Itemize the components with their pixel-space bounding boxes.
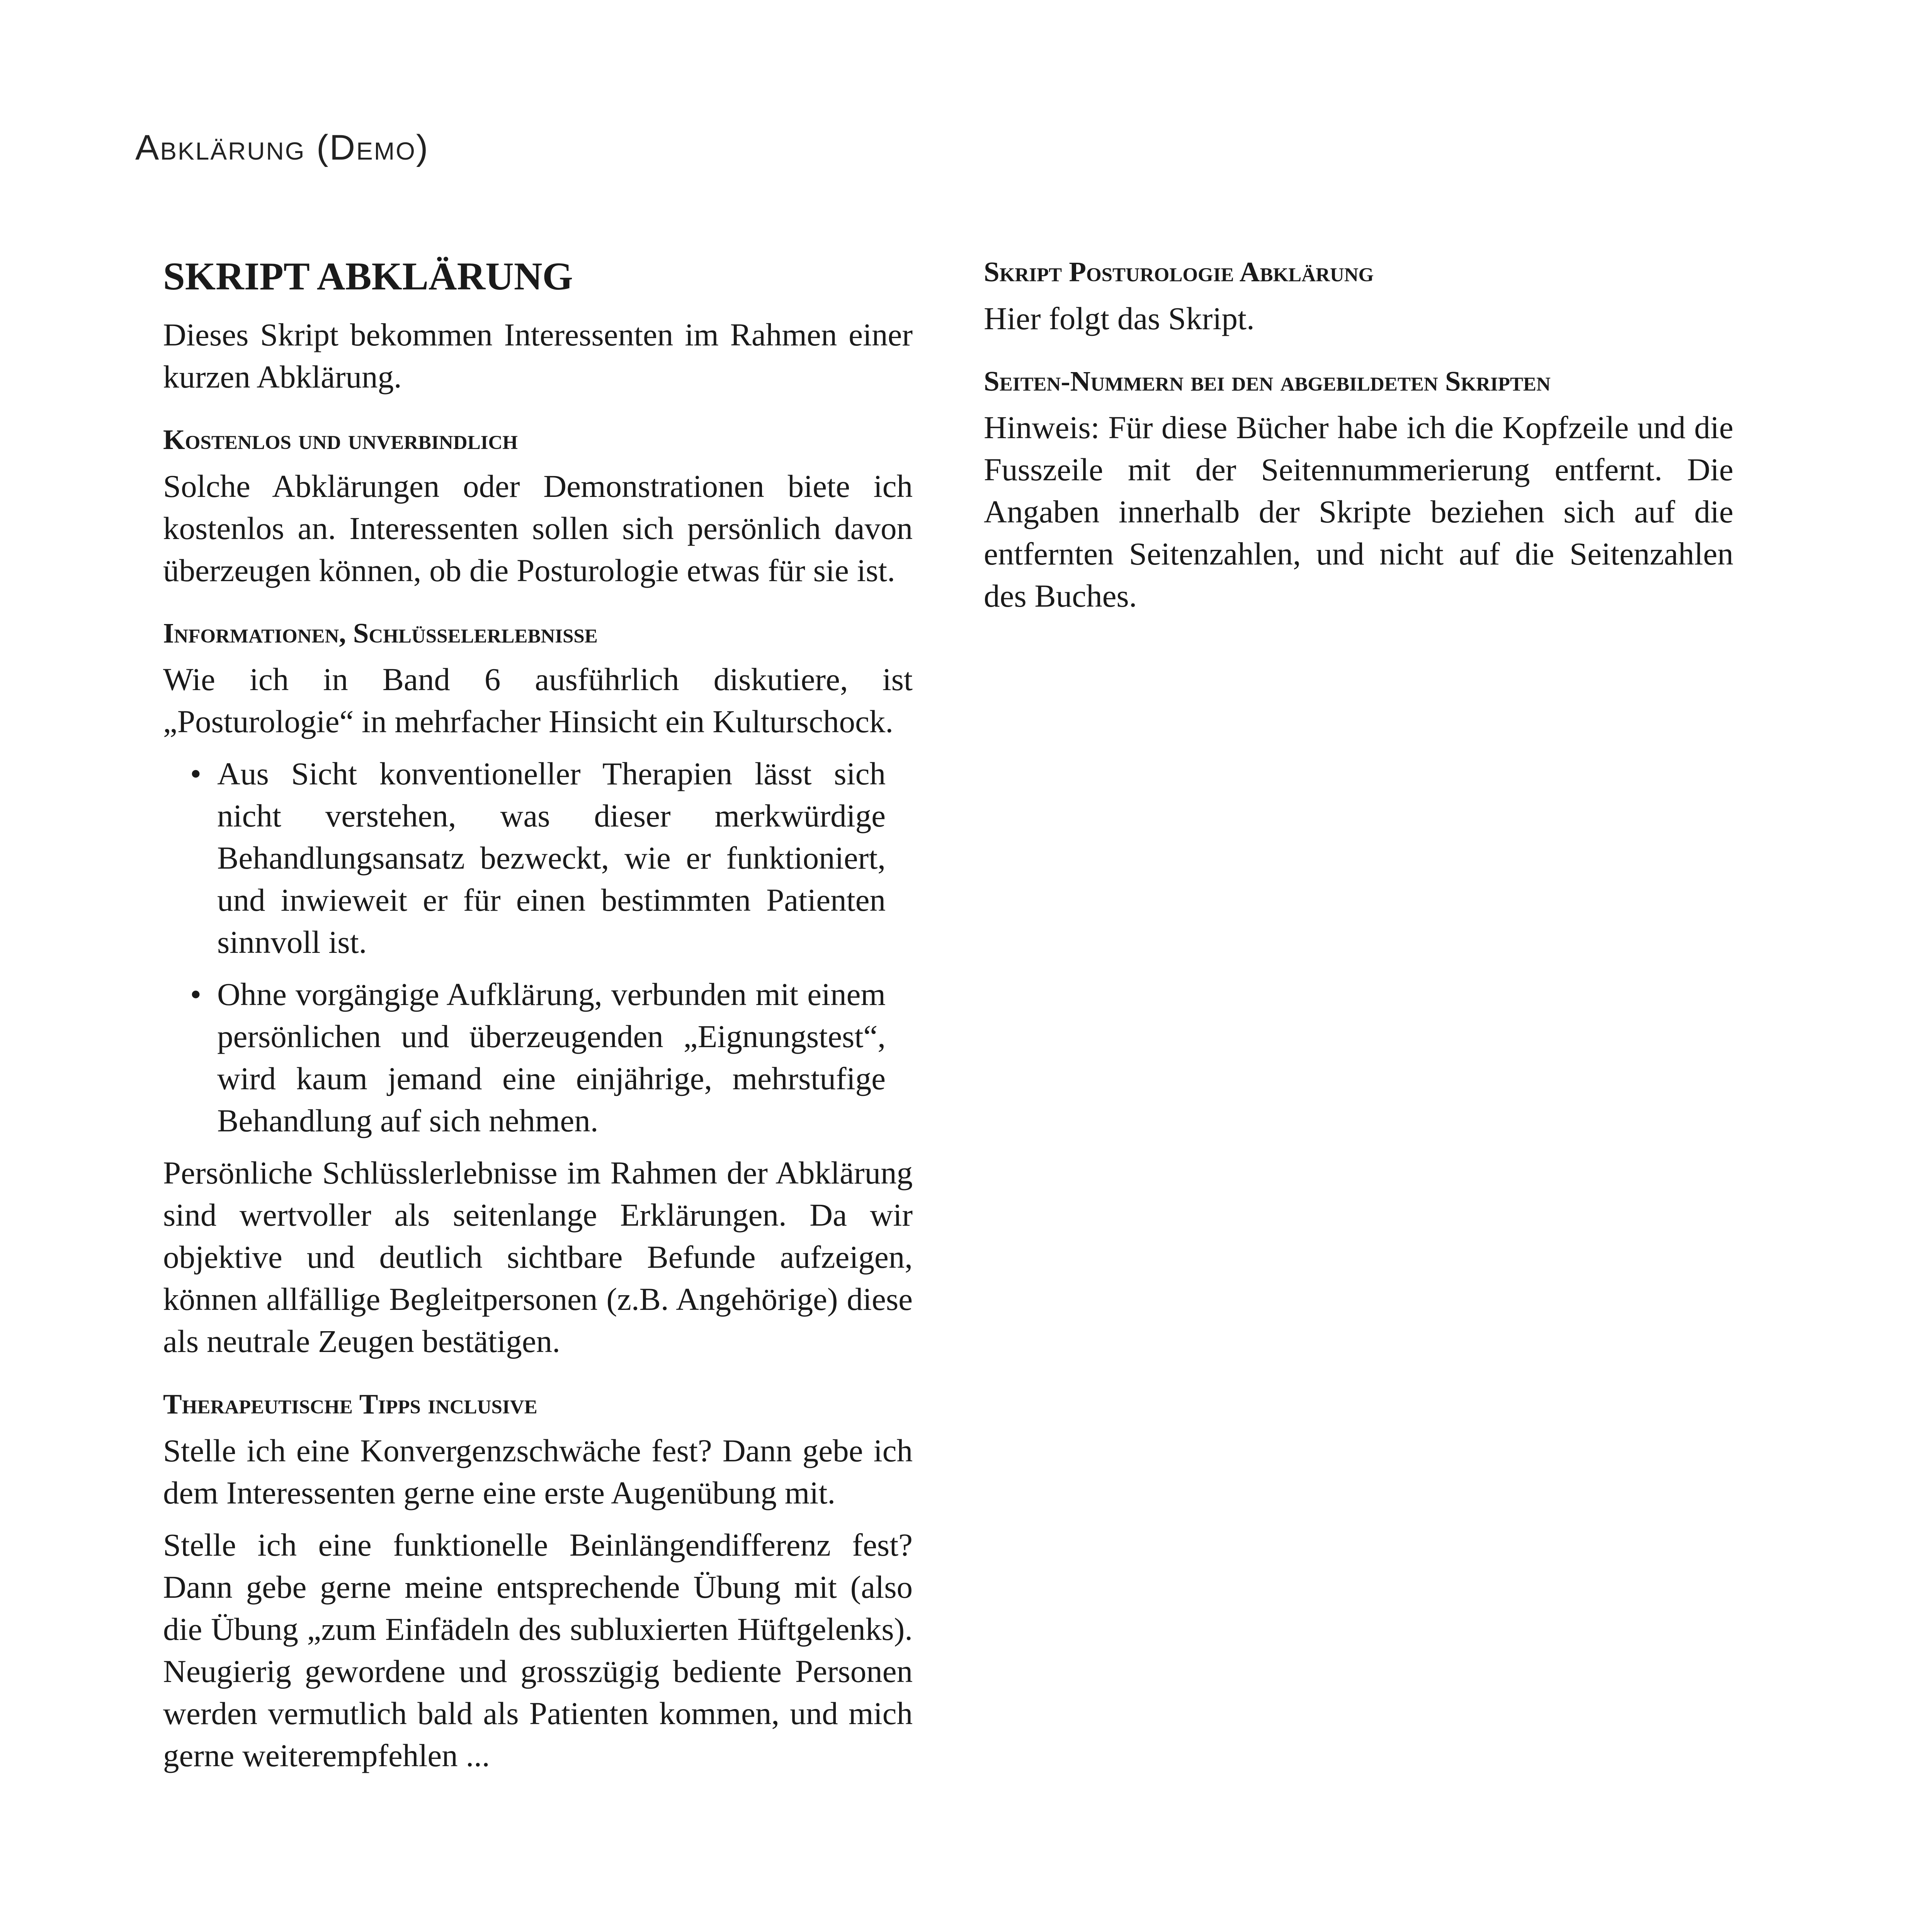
informationen-closing-paragraph: Persönliche Schlüsslerlebnisse im Rahmen der Abklärung sind wertvoller als seitenlange Erklärungen. Da wir objektive und deutlich sichtbare Befunde aufzeigen, können allfällige Begleitpersonen (z.B. Angehörige) diese als neutrale Zeugen bestätigen. xyxy=(163,1155,913,1359)
list-item-text: Ohne vorgängige Aufklärung, verbunden mit einem persönlichen und überzeugenden „Eignungstest“, wird kaum jemand eine einjährige, mehrstufige Behandlung auf sich nehmen. xyxy=(217,976,886,1139)
section-heading-tipps: Therapeutische Tipps inclusive xyxy=(163,1388,537,1420)
bullet-icon: • xyxy=(190,976,202,1012)
kostenlos-paragraph: Solche Abklärungen oder Demonstrationen biete ich kostenlos an. Interessenten sollen sich persönlich davon überzeugen können, ob die Posturologie etwas für sie ist. xyxy=(163,468,913,588)
right-column xyxy=(984,255,1733,627)
tipps-paragraph-2: Stelle ich eine funktionelle Beinlängendifferenz fest? Dann gebe gerne meine entsprechende Übung mit (also die Übung „zum Einfädeln des subluxierten Hüftgelenks). Neugierig gewordene und grosszügig bediente Personen werden vermutlich bald als Patienten kommen, und mich gerne weiterempfehlen ... xyxy=(163,1527,913,1773)
list-item-text: Aus Sicht konventioneller Therapien lässt sich nicht verstehen, was dieser merkwürdige Behandlungsansatz bezweckt, wie er funktioniert, und inwieweit er für einen bestimmten Patienten sinnvoll ist. xyxy=(217,756,886,960)
section-heading-kostenlos: Kostenlos und unverbindlich xyxy=(163,424,518,456)
informationen-bullet-list xyxy=(163,753,886,1142)
tipps-paragraph-1: Stelle ich eine Konvergenzschwäche fest? Dann gebe ich dem Interessenten gerne eine erste Augenübung mit. xyxy=(163,1432,913,1510)
page-title: SKRIPT ABKLÄRUNG xyxy=(163,255,573,298)
skript-paragraph: Hier folgt das Skript. xyxy=(984,300,1255,336)
section-heading-skript: Skript Posturologie Abklärung xyxy=(984,256,1374,287)
seiten-paragraph: Hinweis: Für diese Bücher habe ich die Kopfzeile und die Fusszeile mit der Seitennummerierung entfernt. Die Angaben innerhalb der Skripte beziehen sich auf die entfernten Seitenzahlen, und nicht auf die Seitenzahlen des Buches. xyxy=(984,410,1733,614)
section-heading-seiten: Seiten-Nummern bei den abgebildeten Skripten xyxy=(984,365,1551,397)
section-heading-informationen: Informationen, Schlüsselerlebnisse xyxy=(163,617,598,649)
list-item xyxy=(190,973,886,1142)
running-header: Abklärung (Demo) xyxy=(135,128,429,167)
bullet-icon: • xyxy=(190,756,202,792)
informationen-paragraph: Wie ich in Band 6 ausführlich diskutiere, ist „Posturologie“ in mehrfacher Hinsicht ein Kulturschock. xyxy=(163,662,913,740)
list-item xyxy=(190,753,886,963)
intro-paragraph: Dieses Skript bekommen Interessenten im Rahmen einer kurzen Abklärung. xyxy=(163,317,913,395)
left-column xyxy=(163,255,913,1787)
